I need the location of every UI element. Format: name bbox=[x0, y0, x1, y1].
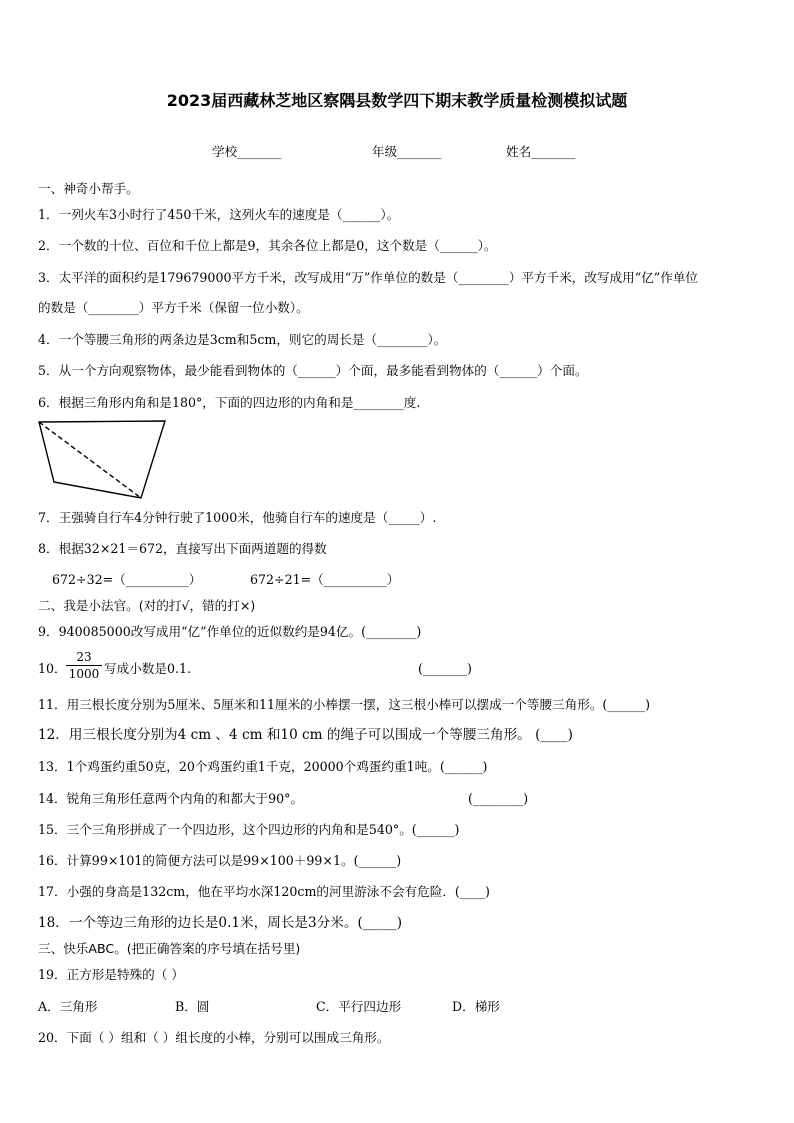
question-16: 16．计算99×101的简便方法可以是99×100＋99×1。(______) bbox=[38, 853, 402, 868]
question-19: 19．正方形是特殊的（ ） bbox=[38, 967, 184, 982]
question-17: 17．小强的身高是132cm，他在平均水深120cm的河里游泳不会有危险．(____) bbox=[38, 884, 490, 899]
question-6: 6．根据三角形内角和是180°，下面的四边形的内角和是________度. bbox=[38, 395, 421, 410]
question-3-line-2: 的数是（________）平方千米（保留一位小数）。 bbox=[38, 300, 309, 315]
question-8a: 672÷32=（__________） bbox=[52, 572, 202, 587]
quadrilateral-figure bbox=[36, 418, 170, 502]
option-b[interactable]: B．圆 bbox=[175, 999, 210, 1014]
fraction bbox=[66, 650, 102, 681]
option-d[interactable]: D．梯形 bbox=[452, 999, 500, 1014]
question-10-number: 10． bbox=[38, 661, 67, 676]
question-7: 7．王强骑自行车4分钟行驶了1000米，他骑自行车的速度是（_____）. bbox=[38, 510, 437, 525]
page-title: 2023届西藏林芝地区察隅县数学四下期末教学质量检测模拟试题 bbox=[166, 91, 628, 110]
section-3-heading: 三、快乐ABC。(把正确答案的序号填在括号里) bbox=[38, 941, 301, 956]
dashed-diagonal bbox=[39, 422, 141, 498]
question-8b: 672÷21=（__________） bbox=[250, 572, 400, 587]
section-1-heading: 一、神奇小帮手。 bbox=[38, 181, 139, 196]
quadrilateral-outline bbox=[39, 421, 165, 498]
school-field[interactable]: 学校_______ bbox=[212, 144, 282, 159]
fraction-denominator: 1000 bbox=[68, 667, 100, 681]
fraction-numerator: 23 bbox=[66, 650, 102, 666]
question-18: 18．一个等边三角形的边长是0.1米，周长是3分米。(_____) bbox=[38, 915, 403, 931]
question-13: 13．1个鸡蛋约重50克，20个鸡蛋约重1千克，20000个鸡蛋约重1吨。(______) bbox=[38, 759, 488, 774]
section-2-heading: 二、我是小法官。(对的打√，错的打×) bbox=[38, 598, 256, 613]
question-2: 2．一个数的十位、百位和千位上都是9，其余各位上都是0，这个数是（______）。 bbox=[38, 238, 497, 253]
option-a[interactable]: A．三角形 bbox=[38, 999, 98, 1014]
grade-field[interactable]: 年级_______ bbox=[372, 144, 442, 159]
question-12: 12．用三根长度分别为4 cm 、4 cm 和10 cm 的绳子可以围成一个等腰三角形。 (____) bbox=[38, 727, 573, 743]
question-4: 4．一个等腰三角形的两条边是3cm和5cm，则它的周长是（________）。 bbox=[38, 332, 447, 347]
question-20: 20．下面（ ）组和（ ）组长度的小棒，分别可以围成三角形。 bbox=[38, 1030, 390, 1045]
question-11: 11．用三根长度分别为5厘米、5厘米和11厘米的小棒摆一摆，这三根小棒可以摆成一个等腰三角形。(______) bbox=[38, 697, 651, 712]
option-c[interactable]: C．平行四边形 bbox=[316, 999, 402, 1014]
question-3-line-1: 3．太平洋的面积约是179679000平方千米，改写成用“万”作单位的数是（________）平方千米，改写成用“亿”作单位 bbox=[38, 270, 699, 285]
question-9: 9．940085000改写成用“亿”作单位的近似数约是94亿。(________) bbox=[38, 624, 422, 639]
question-14-blank: (________) bbox=[468, 791, 529, 806]
name-field[interactable]: 姓名_______ bbox=[506, 144, 576, 159]
question-10-text: 写成小数是0.1. bbox=[104, 661, 192, 676]
question-5: 5．从一个方向观察物体，最少能看到物体的（______）个面，最多能看到物体的（______）个面。 bbox=[38, 363, 588, 378]
question-1: 1．一列火车3小时行了450千米，这列火车的速度是（______）。 bbox=[38, 207, 400, 222]
question-8: 8．根据32×21＝672，直接写出下面两道题的得数 bbox=[38, 541, 327, 556]
question-14: 14．锐角三角形任意两个内角的和都大于90°。 bbox=[38, 791, 304, 806]
question-15: 15．三个三角形拼成了一个四边形，这个四边形的内角和是540°。(______) bbox=[38, 822, 460, 837]
question-10-blank: (_______) bbox=[418, 661, 472, 676]
